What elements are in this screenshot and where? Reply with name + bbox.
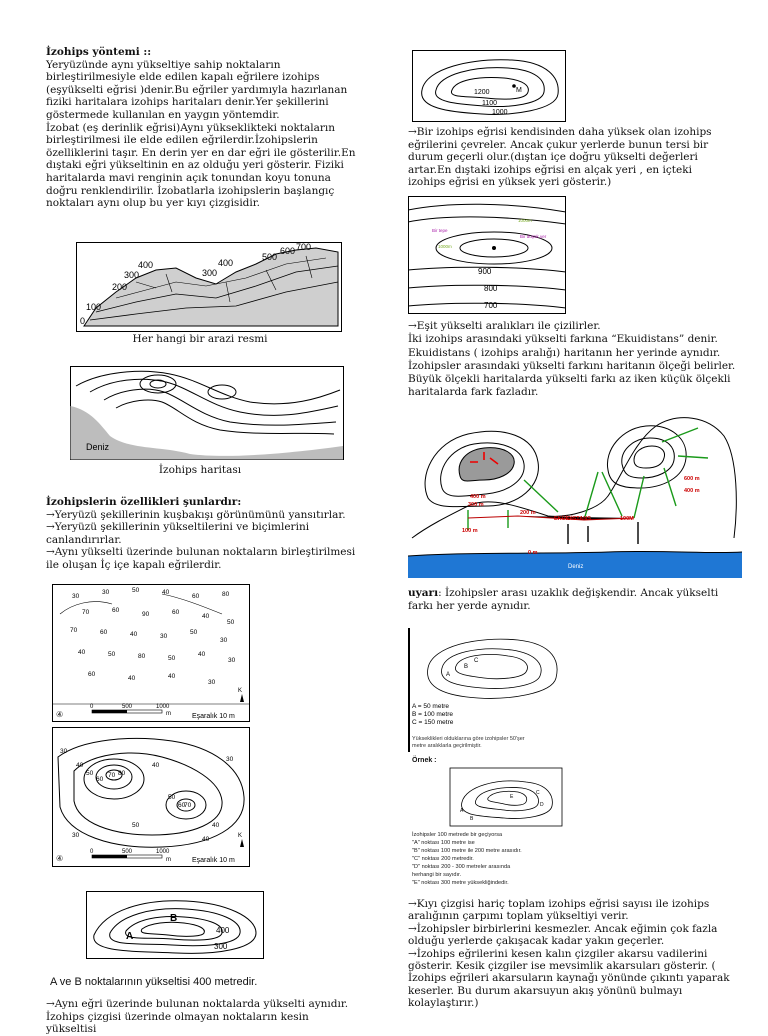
contour-label-30: 30 xyxy=(60,748,68,755)
elevation-point: 60 xyxy=(172,609,180,616)
elevation-point: 50 xyxy=(108,651,116,658)
expl-line-6: "E" noktası 300 metre yüksekliğindedir. xyxy=(412,880,509,886)
abc-legend-c: C = 150 metre xyxy=(412,719,454,726)
terrain-caption: Her hangi bir arazi resmi xyxy=(132,333,268,345)
elevation-point: 70 xyxy=(82,609,90,616)
elevation-point: 50 xyxy=(190,629,198,636)
para-equal-interval: →Eşit yükselti aralıkları ile çizilirler. xyxy=(408,320,601,332)
ekui-label-300m: 300 m xyxy=(468,502,484,508)
elevation-point: 40 xyxy=(168,673,176,680)
feature-item-3: →Aynı yükselti üzerinde bulunan noktaların birleştirilmesi ile oluşan İç içe kapalı eğrilerdir. xyxy=(46,546,356,571)
elevation-points-figure xyxy=(52,584,250,722)
abc-note: Yükseklikleri olduklarına göre izohipsler 50'şer metre aralıklarla geçirilmiştir. xyxy=(412,736,525,749)
contour-label-60: 60 xyxy=(96,776,104,783)
terrain-label-500: 500 xyxy=(262,252,278,262)
interval-label: Eşaralık 10 m xyxy=(192,713,235,720)
ekui-label-sea: Deniz xyxy=(568,564,584,570)
scale-500: 500 xyxy=(122,704,133,710)
north-label-4: K xyxy=(238,833,243,839)
contour-label-50: 50 xyxy=(86,770,94,777)
expl-line-3: "B" noktası 100 metre ile 200 metre arasıdır. xyxy=(412,848,522,854)
ekui-label-100M: 100M xyxy=(620,516,634,522)
sea-label: Deniz xyxy=(86,442,110,452)
north-label: K xyxy=(238,688,243,694)
tail-line-1: →Aynı eğri üzerinde bulunan noktalarda yükselti aynıdır. xyxy=(46,998,349,1010)
expl-line-4: "C" noktası 200 metredir. xyxy=(412,856,474,862)
tail-line-2: İzohips çizgisi üzerinde olmayan noktaların kesin yükseltisi xyxy=(46,1010,309,1036)
abc-points-figure xyxy=(408,628,588,758)
elevation-point: 40 xyxy=(198,651,206,658)
depression-label-900: 900 xyxy=(478,267,492,276)
ab-points-figure xyxy=(86,891,264,959)
elevation-point: 40 xyxy=(78,649,86,656)
abcde-points-figure xyxy=(408,766,588,898)
scale4-0: 0 xyxy=(90,849,94,855)
elevation-point: 50 xyxy=(227,619,235,626)
hill-contour-figure xyxy=(412,50,566,122)
right-para-2 xyxy=(408,320,738,400)
ekui-label-200m: 200 m xyxy=(520,510,536,516)
elevation-point: 60 xyxy=(112,607,120,614)
depression-label-low: Bir düşük yer xyxy=(520,234,547,239)
heading-izohips-method: İzohips yöntemi :: xyxy=(46,46,152,58)
abc-point-a: A xyxy=(446,672,451,678)
right-tail xyxy=(408,898,738,1010)
warning-label: uyarı xyxy=(408,587,439,599)
ekui-label-400m: 400 m xyxy=(470,494,486,500)
contour-label-40: 40 xyxy=(76,762,84,769)
ekui-label-400m-b: 400 m xyxy=(684,488,700,494)
right-para-1 xyxy=(408,126,728,189)
contour-300-label: 300 xyxy=(214,942,228,951)
figure-number-4: ④ xyxy=(56,854,64,863)
pt-e: E xyxy=(510,794,514,800)
hill-label-1000: 1000 xyxy=(492,109,508,116)
elevation-point: 40 xyxy=(128,675,136,682)
para-no-intersect: →İzohipsler birbirlerini kesmezler. Ancak eğimin çok fazla olduğu yerlerde çakışacak kadar yakın geçerler. xyxy=(408,922,718,948)
terrain-label-700: 700 xyxy=(296,242,312,252)
contour-map-caption: İzohips haritası xyxy=(158,464,242,476)
contour-label-40c: 40 xyxy=(212,822,220,829)
contour-map-figure xyxy=(70,366,344,460)
elevation-point: 30 xyxy=(72,593,80,600)
depression-label-1000m: 1000m xyxy=(438,244,452,249)
scale-unit: m xyxy=(166,711,171,717)
hill-label-1100: 1100 xyxy=(482,100,498,107)
pt-a: A xyxy=(460,808,464,814)
terrain-label-0: 0 xyxy=(80,316,86,326)
elevation-point: 30 xyxy=(228,657,236,664)
contour-400-label: 400 xyxy=(216,926,230,935)
feature-item-2: →Yeryüzü şekillerinin yükseltilerini ve biçimlerini canlandırırlar. xyxy=(46,521,310,546)
ab-points-caption: A ve B noktalarının yükseltisi 400 metredir. xyxy=(50,976,258,988)
scale4-500: 500 xyxy=(122,849,133,855)
contour-label-60b: 60 xyxy=(178,802,186,809)
terrain-label-100: 100 xyxy=(86,302,102,312)
hill-label-1200: 1200 xyxy=(474,89,490,96)
feature-item-1: →Yeryüzü şekillerinin kuşbakışı görünümünü yansıtırlar. xyxy=(46,508,346,521)
contour-label-70b: 70 xyxy=(184,802,192,809)
abc-legend-a: A = 50 metre xyxy=(412,703,450,710)
scale4-1000: 1000 xyxy=(156,849,170,855)
expl-line-5: "D" noktası 200 - 300 metreler arasında herhangi bir sayıdır. xyxy=(412,864,512,878)
para-surrounds: →Bir izohips eğrisi kendisinden daha yüksek olan izohips eğrilerini çevreler. Ancak çukur yerlerde bunun tersi bir durum geçerli olur.(dıştan içe doğru yükselti değerleri artar.En dıştaki izohips eğrisi en alçak yeri , en içteki izohips eğrisi en yüksek yeri gösterir.) xyxy=(408,126,712,189)
elevation-point: 70 xyxy=(70,627,78,634)
elevation-point: 30 xyxy=(208,679,216,686)
ekui-label-100m: 100 m xyxy=(462,528,478,534)
scale-0: 0 xyxy=(90,704,94,710)
ekui-label-600m: 600 m xyxy=(684,476,700,482)
ekuidistans-figure xyxy=(408,406,742,578)
contour-label-50c: 50 xyxy=(132,822,140,829)
left-tail xyxy=(46,998,358,1036)
scale-1000: 1000 xyxy=(156,704,170,710)
elevation-point: 50 xyxy=(168,655,176,662)
elevation-point: 90 xyxy=(142,611,150,618)
drawn-contour-figure xyxy=(52,727,250,867)
pt-c: C xyxy=(536,790,540,796)
terrain-label-600: 600 xyxy=(280,246,296,256)
para-izohips-definition: Yeryüzünde aynı yükseltiye sahip noktaların birleştirilmesiyle elde edilen kapalı eğrilere izohips (eşyükselti eğrisi )denir.Bu eğriler yardımıyla hazırlanan fiziki haritalara izohips haritaları denir.Yer şekillerini göstermede kullanılan en yaygın yöntemdir. xyxy=(46,58,348,121)
pt-b: B xyxy=(470,816,474,822)
contour-label-50b: 50 xyxy=(168,794,176,801)
elevation-point: 60 xyxy=(88,671,96,678)
depression-label-1000m-top: 1000m xyxy=(518,218,532,223)
depression-label-800: 800 xyxy=(484,284,498,293)
para-ekuidistans: İki izohips arasındaki yükselti farkına “Ekuidistans” denir. Ekuidistans ( izohips aralığı) haritanın her yerinde aynıdır. İzohipsler arasındaki yükselti farkını haritanın ölçeği belirler. Büyük ölçekli haritalarda yükselti farkı az iken küçük ölçekli haritalarda fark fazladır. xyxy=(408,333,736,399)
elevation-point: 30 xyxy=(160,633,168,640)
elevation-point: 80 xyxy=(138,653,146,660)
elevation-point: 40 xyxy=(162,589,170,596)
point-b-label: B xyxy=(170,913,178,924)
left-column xyxy=(46,46,358,210)
point-a-label: A xyxy=(126,931,134,942)
elevation-point: 30 xyxy=(220,637,228,644)
contour-label-40b: 40 xyxy=(152,762,160,769)
abc-point-c: C xyxy=(474,658,479,664)
contour-label-40d: 40 xyxy=(202,836,210,843)
figure-number-3: ④ xyxy=(56,710,64,719)
terrain-label-400a: 400 xyxy=(138,260,154,270)
example-cut-label: Örnek : xyxy=(412,757,437,764)
expl-line-2: "A" noktası 100 metre ise xyxy=(412,840,475,846)
para-valleys: →İzohips eğrilerini kesen kalın çizgiler akarsu vadilerini gösterir. Kesik çizgiler ise mevsimlik akarsuları gösterir. ( İzohips eğrileri akarsuların kaynağı yönünde çıkıntı yaparak keserler. Bu durum akarsuyun akış yönünü bulmayı kolaylaştırır.) xyxy=(408,947,730,1010)
elevation-point: 40 xyxy=(130,631,138,638)
pt-d: D xyxy=(540,802,544,808)
depression-contour-figure xyxy=(408,196,566,314)
terrain-label-300a: 300 xyxy=(124,270,140,280)
terrain-label-400b: 400 xyxy=(218,258,234,268)
right-para-uyari xyxy=(408,587,738,614)
terrain-label-300b: 300 xyxy=(202,268,218,278)
elevation-point: 80 xyxy=(222,591,230,598)
elevation-point: 30 xyxy=(102,589,110,596)
elevation-point: 50 xyxy=(132,587,140,594)
contour-label-70: 70 xyxy=(108,772,116,779)
depression-label-hill: Bir tepe xyxy=(432,228,448,233)
elevation-point: 60 xyxy=(100,629,108,636)
terrain-figure xyxy=(76,242,342,332)
para-izobat-definition: İzobat (eş derinlik eğrisi)Aynı yükseklikteki noktaların birleştirilmesi ile elde edilen eğrilerdir.İzohipslerin özelliklerini taşır. En derin yer en dar eğri ile gösterilir.En dıştaki eğri yükseltinin en az olduğu yeri gösterir. Fiziki haritalarda mavi renginin açık tonundan koyu tonuna doğru renklendirilir. İzobatlarla izohipslerin başlangıç noktaları aynı olup bu yer kıyı çizgisidir. xyxy=(46,121,356,210)
contour-label-30c: 30 xyxy=(72,832,80,839)
depression-label-700: 700 xyxy=(484,301,498,310)
expl-line-1: İzohipsler 100 metrede bir geçiyorsa xyxy=(412,832,503,838)
contour-label-80: 80 xyxy=(118,770,126,777)
interval-label-4: Eşaralık 10 m xyxy=(192,857,235,864)
warning-text: : İzohipsler arası uzaklık değişkendir. Ancak yükselti farkı her yerde aynıdır. xyxy=(408,587,719,613)
scale4-unit: m xyxy=(166,857,171,863)
abc-legend-b: B = 100 metre xyxy=(412,711,454,718)
elevation-point: 60 xyxy=(192,593,200,600)
elevation-point: 40 xyxy=(202,613,210,620)
para-total-elevation: →Kıyı çizgisi hariç toplam izohips eğrisi sayısı ile izohips aralığının çarpımı toplam yükseltiyi verir. xyxy=(408,898,710,923)
abc-point-b: B xyxy=(464,664,469,670)
ekui-label-0m: 0 m xyxy=(528,550,538,556)
heading-features: İzohipslerin özellikleri şunlardır: xyxy=(46,496,242,508)
left-features xyxy=(46,496,358,572)
ekui-label-title: EKÜİDİSTANS xyxy=(554,516,591,522)
contour-label-30b: 30 xyxy=(226,756,234,763)
terrain-label-200: 200 xyxy=(112,282,128,292)
hill-label-m: M xyxy=(516,87,522,94)
